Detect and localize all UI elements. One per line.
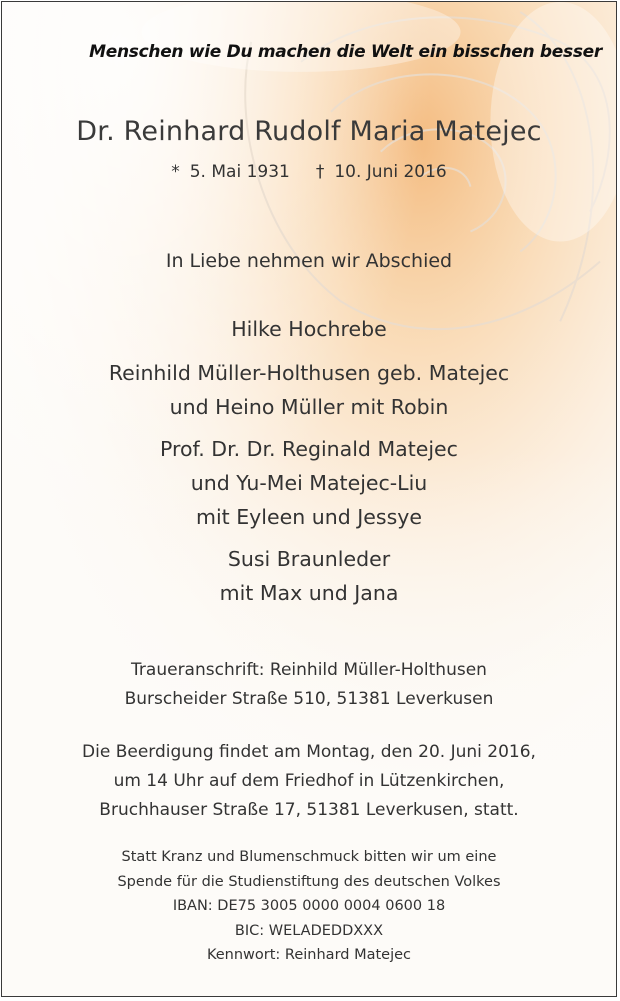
address-line: Traueranschrift: Reinhild Müller-Holthusen bbox=[131, 660, 487, 680]
funeral-details bbox=[2, 738, 616, 825]
mourner-group bbox=[2, 432, 616, 534]
death-cross-icon: † bbox=[315, 162, 325, 182]
donation-line: Statt Kranz und Blumenschmuck bitten wir um eine bbox=[121, 849, 497, 865]
mourner-line: mit Max und Jana bbox=[219, 581, 399, 605]
mourner-line: und Yu-Mei Matejec-Liu bbox=[190, 471, 428, 495]
birth-star-icon: * bbox=[171, 162, 180, 182]
mourner-line: Hilke Hochrebe bbox=[231, 317, 387, 341]
mourner-group bbox=[2, 356, 616, 424]
mourner-group bbox=[2, 542, 616, 610]
farewell-line: In Liebe nehmen wir Abschied bbox=[165, 250, 453, 272]
mourner-line: und Heino Müller mit Robin bbox=[169, 395, 449, 419]
donation-keyword: Kennwort: Reinhard Matejec bbox=[206, 947, 412, 963]
funeral-line: Die Beerdigung findet am Montag, den 20. Juni 2016, bbox=[82, 742, 536, 762]
mourner-group bbox=[2, 312, 616, 346]
life-dates bbox=[2, 162, 616, 182]
mourner-line: Susi Braunleder bbox=[227, 547, 391, 571]
funeral-line: Bruchhauser Straße 17, 51381 Leverkusen, statt. bbox=[99, 800, 519, 820]
deceased-name: Dr. Reinhard Rudolf Maria Matejec bbox=[76, 116, 542, 147]
mourning-address bbox=[2, 656, 616, 714]
donation-line: Spende für die Studienstiftung des deutschen Volkes bbox=[117, 873, 501, 890]
donation-request bbox=[2, 845, 616, 968]
birth-date: 5. Mai 1931 bbox=[189, 162, 290, 182]
mourners-list bbox=[2, 312, 616, 618]
donation-bic: BIC: WELADEDDXXX bbox=[234, 922, 384, 939]
mourner-line: Prof. Dr. Dr. Reginald Matejec bbox=[160, 437, 458, 461]
address-line: Burscheider Straße 510, 51381 Leverkusen bbox=[124, 689, 494, 709]
donation-iban: IBAN: DE75 3005 0000 0004 0600 18 bbox=[172, 898, 446, 914]
motto-heading: Menschen wie Du machen die Welt ein bisschen besser bbox=[89, 42, 602, 62]
mourner-line: Reinhild Müller-Holthusen geb. Matejec bbox=[108, 361, 510, 385]
death-date: 10. Juni 2016 bbox=[334, 162, 447, 182]
mourner-line: mit Eyleen und Jessye bbox=[195, 505, 422, 529]
obituary-notice bbox=[1, 1, 617, 997]
funeral-line: um 14 Uhr auf dem Friedhof in Lützenkirchen, bbox=[113, 771, 505, 791]
